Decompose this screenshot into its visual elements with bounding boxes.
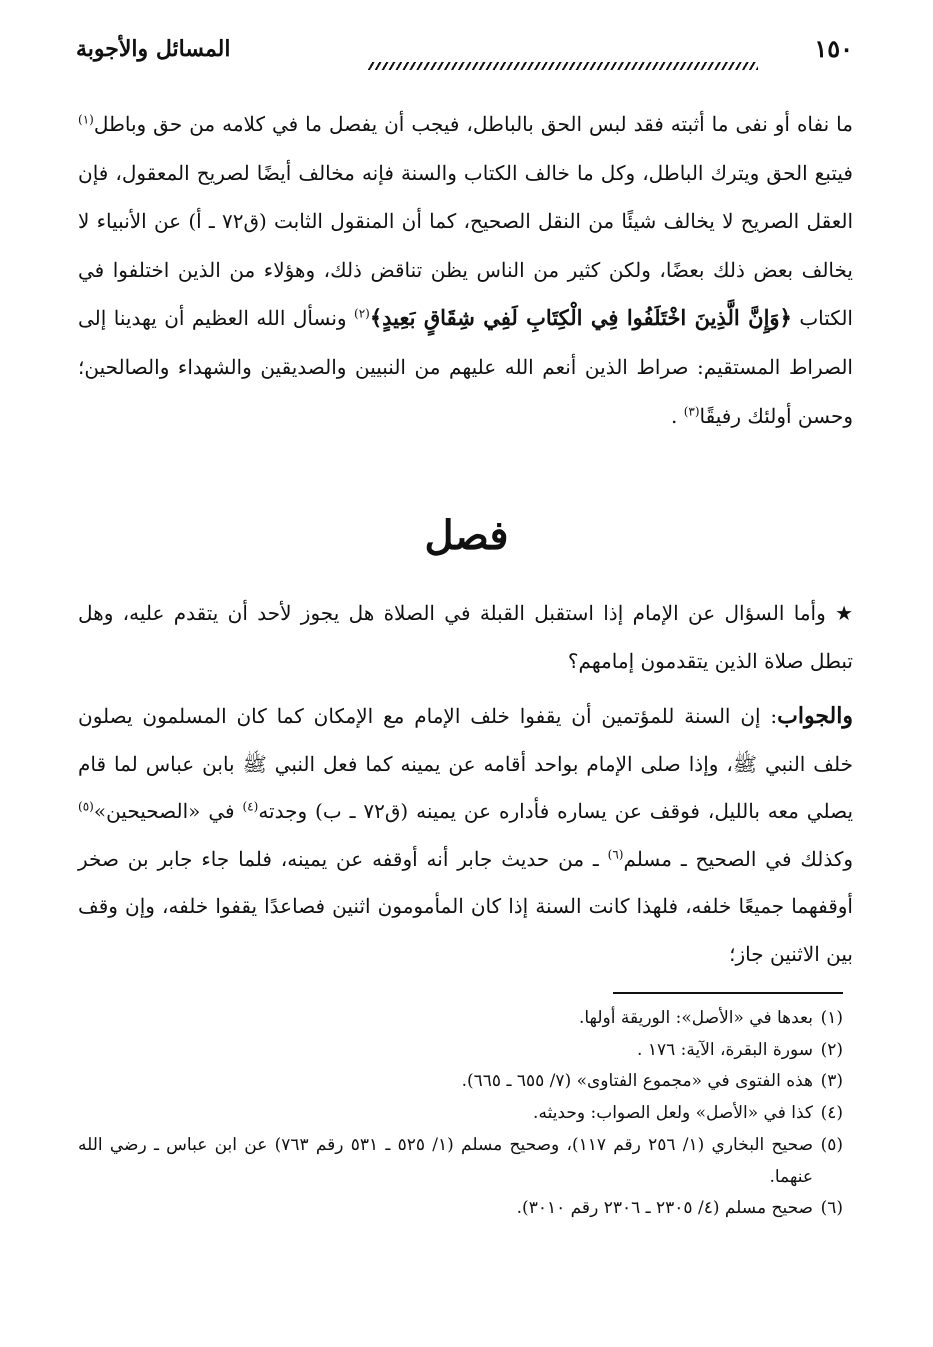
- page-number: ١٥٠: [814, 34, 853, 63]
- text-run: في «الصحيحين»: [93, 799, 243, 823]
- running-title: المسائل والأجوبة: [76, 36, 231, 62]
- footnote-text: صحيح البخاري (١/ ٢٥٦ رقم ١١٧)، وصحيح مسلم (١/ ٥٢٥ ـ ٥٣١ رقم ٧٦٣) عن ابن عباس ـ رضي الله عنهما.: [78, 1134, 814, 1187]
- text-run: ما نفاه أو نفى ما أثبته فقد لبس الحق بالباطل، فيجب أن يفصل ما في كلامه من حق وباطل: [93, 112, 853, 136]
- text-run: ـ من حديث جابر أنه أوقفه عن يمينه، فلما جاء جابر بن صخر أوقفهما جميعًا خلفه، فلهذا كانت السنة إذا كان المأمومون اثنين فصاعدًا يقفوا خلفه، وإن وقف بين الاثنين جاز؛: [78, 846, 853, 966]
- footnote-number: (٦): [820, 1198, 843, 1219]
- footnote-text: صحيح مسلم (٤/ ٢٣٠٥ ـ ٢٣٠٦ رقم ٣٠١٠).: [516, 1198, 813, 1219]
- page-header: [76, 32, 853, 72]
- footnote-number: (٢): [820, 1039, 843, 1060]
- footnote: [78, 1098, 843, 1130]
- footnote: [78, 1130, 843, 1193]
- footnote-number: (٤): [820, 1103, 843, 1124]
- text-run: : إن السنة للمؤتمين أن يقفوا خلف الإمام مع الإمكان كما كان المسلمون يصلون خلف النبي ﷺ، وإذا صلى الإمام بواحد أقامه عن يمينه كما فعل النبي ﷺ بابن عباس لما قام يصلي معه بالليل، فوقف عن يساره فأداره عن يمينه (ق٧٢ ـ ب) وجدته: [78, 704, 854, 823]
- footnote-ref-2: (٢): [354, 306, 370, 321]
- footnote-text: هذه الفتوى في «مجموع الفتاوى» (٧/ ٦٥٥ ـ ٦٦٥).: [461, 1071, 813, 1092]
- header-decorative-rule: [368, 62, 758, 70]
- paragraph-continuation: [78, 100, 853, 440]
- paragraph: [78, 100, 853, 440]
- question-answer-block: [78, 590, 853, 978]
- answer-paragraph: [78, 693, 853, 978]
- text-run: ونسأل الله العظيم أن يهدينا إلى الصراط المستقيم: صراط الذين أنعم الله عليهم من النبيين والصديقين والشهداء والصالحين؛ وحسن أولئك رفيقًا: [78, 306, 853, 428]
- section-heading: فصل: [424, 512, 509, 559]
- footnote-ref-4: (٤): [242, 799, 259, 814]
- question-paragraph: ★ وأما السؤال عن الإمام إذا استقبل القبلة في الصلاة هل يجوز لأحد أن يتقدم عليه، وهل تبطل صلاة الذين يتقدمون إمامهم؟: [78, 601, 853, 673]
- footnote: [78, 1035, 843, 1067]
- footnote: [78, 1066, 843, 1098]
- footnote-text: سورة البقرة، الآية: ١٧٦ .: [637, 1039, 813, 1060]
- footnote-text: كذا في «الأصل» ولعل الصواب: وحديثه.: [533, 1103, 813, 1124]
- footnote-number: (١): [820, 1008, 843, 1028]
- footnote-ref-3: (٣): [683, 403, 700, 418]
- text-run: فيتبع الحق ويترك الباطل، وكل ما خالف الكتاب والسنة فإنه مخالف أيضًا لصريح المعقول، فإن العقل الصريح لا يخالف شيئًا من النقل الصحيح، كما أن المنقول الثابت (ق٧٢ ـ أ) عن الأنبياء لا يخالف بعض ذلك بعضًا، ولكن كثير من الناس يظن تناقض ذلك، وهؤلاء من الذين اختلفوا في الكتاب: [78, 160, 854, 331]
- footnote-ref-1: (١): [78, 112, 94, 127]
- answer-lead-word: والجواب: [777, 703, 853, 729]
- footnote-number: (٥): [820, 1134, 844, 1155]
- text-run: وكذلك في الصحيح ـ مسلم: [623, 846, 853, 871]
- footnote: [78, 1003, 843, 1035]
- footnote-separator: [613, 992, 843, 994]
- quran-verse: ﴿وَإِنَّ الَّذِينَ اخْتَلَفُوا فِي الْكِتَابِ لَفِي شِقَاقٍ بَعِيدٍ﴾: [369, 305, 792, 331]
- footnote-number: (٣): [820, 1071, 843, 1092]
- footnote-ref-5: (٥): [78, 799, 94, 814]
- footnote: [78, 1193, 843, 1225]
- text-run: .: [670, 403, 684, 428]
- footnote-text: بعدها في «الأصل»: الوريقة أولها.: [578, 1008, 813, 1028]
- footnote-ref-6: (٦): [607, 846, 624, 861]
- footnotes: [78, 1003, 843, 1225]
